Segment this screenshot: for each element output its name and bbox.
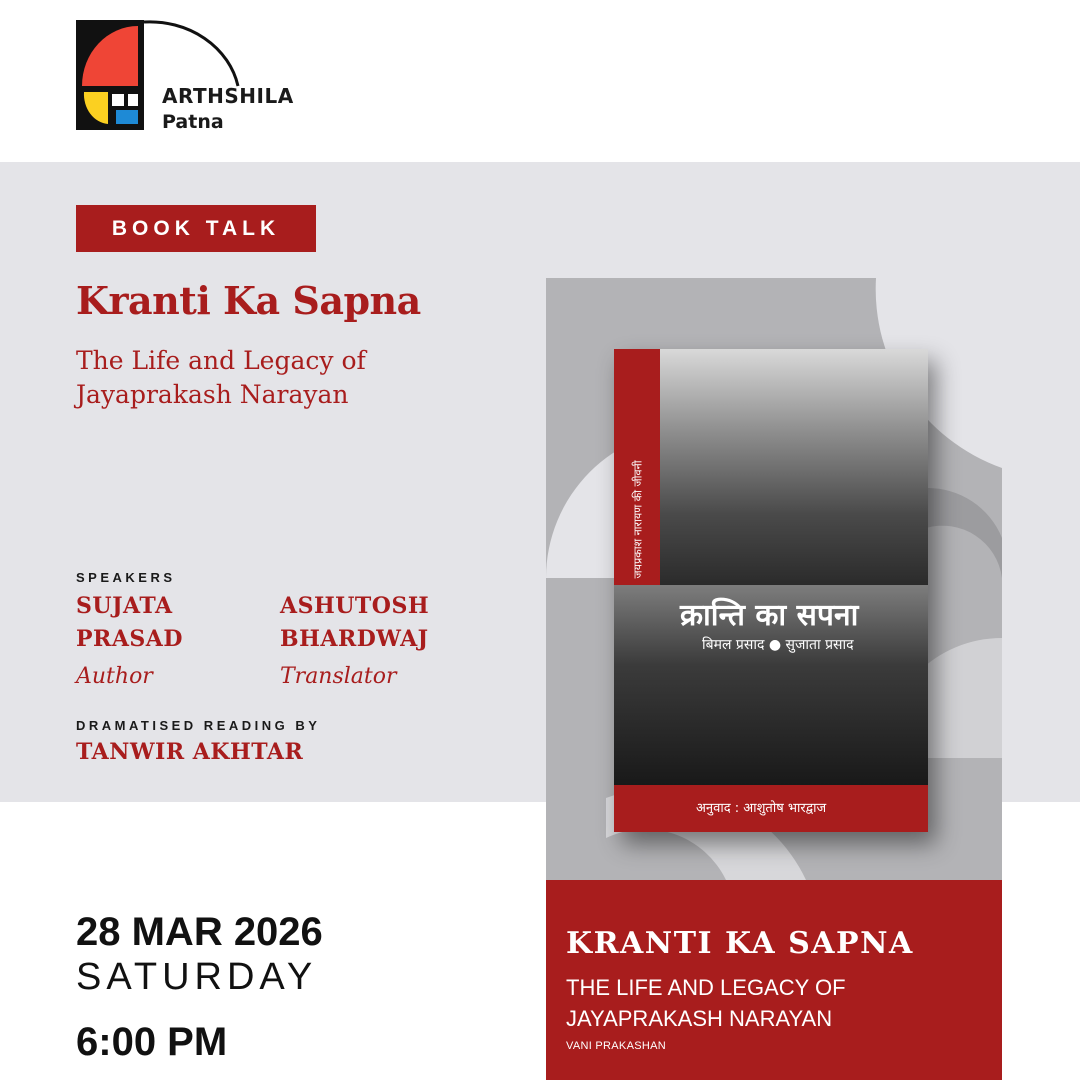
book-banner (546, 880, 1002, 1080)
brand-city: Patna (162, 111, 224, 133)
speaker-role-2: Translator (280, 664, 397, 689)
cover-authors: बिमल प्रसाद ● सुजाता प्रसाद (702, 637, 854, 653)
speaker-name-2: ASHUTOSH BHARDWAJ (280, 593, 430, 652)
event-date: 28 MAR 2026 (76, 910, 323, 954)
book-cover (614, 349, 928, 832)
speakers-heading: SPEAKERS (76, 570, 176, 585)
cover-spine-text: जयप्रकाश नारायण की जीवनी (631, 460, 645, 579)
event-day: SATURDAY (76, 956, 318, 998)
brand-name: ARTHSHILA (162, 84, 294, 108)
event-type-badge: BOOK TALK (76, 205, 316, 252)
cover-spine-text-wrap (630, 439, 646, 579)
event-title: Kranti Ka Sapna (76, 278, 421, 323)
banner-title: KRANTI KA SAPNA (566, 926, 914, 961)
banner-subtitle: THE LIFE AND LEGACY OF JAYAPRAKASH NARAYAN (566, 975, 846, 1031)
cover-photo-top (660, 349, 928, 585)
cover-translator: अनुवाद : आशुतोष भारद्वाज (696, 801, 827, 816)
banner-publisher: VANI PRAKASHAN (566, 1040, 666, 1052)
reader-name: TANWIR AKHTAR (76, 739, 304, 765)
speaker-role-1: Author (76, 664, 153, 689)
cover-hindi-title: क्रान्ति का सपना (680, 598, 859, 633)
event-time: 6:00 PM (76, 1020, 228, 1064)
reading-heading: DRAMATISED READING BY (76, 718, 321, 733)
arthshila-logo (76, 20, 316, 135)
event-subtitle: The Life and Legacy of Jayaprakash Narayan (76, 346, 366, 409)
speaker-name-1: SUJATA PRASAD (76, 593, 183, 652)
